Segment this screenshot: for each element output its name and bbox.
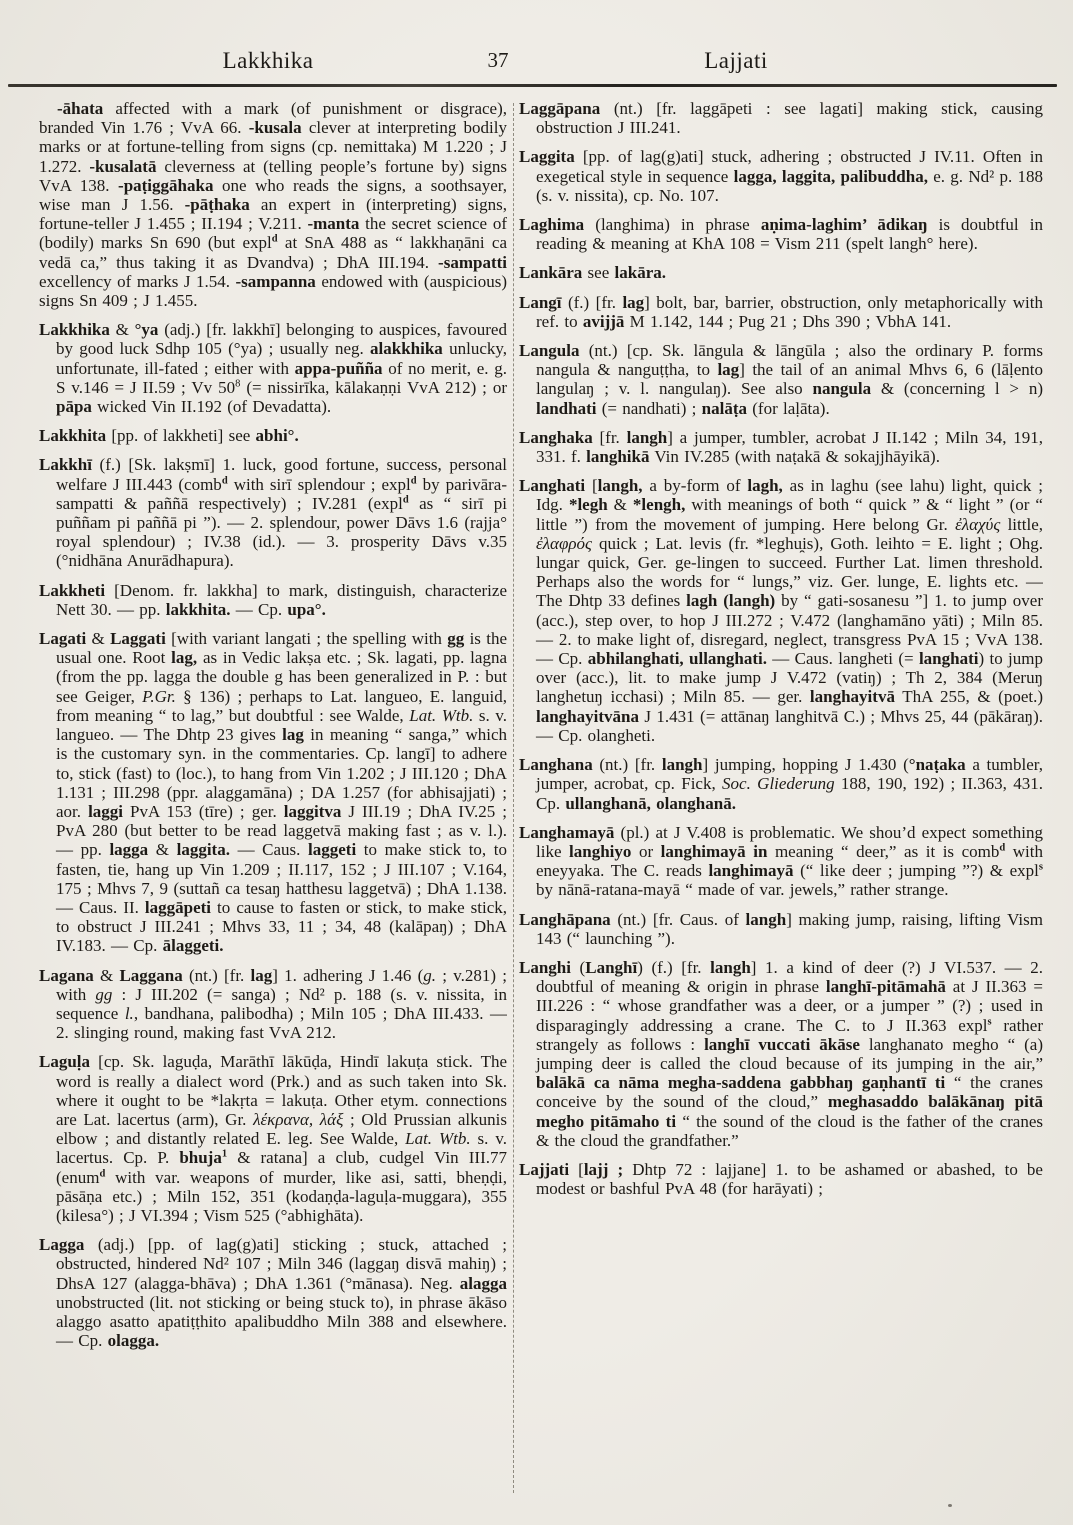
entry-text: see [582, 263, 615, 283]
entry-text: PvA 153 (tīre) ; ger. [123, 801, 284, 821]
headword: Laguḷa [39, 1052, 91, 1072]
entry-text: lagh (langh) [686, 591, 776, 611]
entry-text: lagga [109, 840, 149, 860]
entry-text: 188, 190, 192) ; II.363, 431. Cp. [536, 774, 1043, 813]
entry-text: [Denom. fr. lakkha] to mark, distinguish, characterize Nett 30. — pp. [56, 580, 507, 619]
entry-text: quick ; Lat. levis (fr. *leghu̯is), Goth. leihto = E. light ; Ohg. lungar quick, Ger. ge-lingen to succeed. Further Lat. limen threshold. Perhaps also the words for “ lungs,” viz. Ger. lunge, E. lights etc. — The Dhtp 33 defines [536, 533, 1043, 611]
entry-text: “ the sound of the cloud is the father of the cranes & the cloud the grandfather.” [536, 1111, 1043, 1150]
entry-text: -sampatti [438, 252, 507, 272]
entry-text: balākā ca nāma megha-saddena gabbhaŋ gaṇhantī ti [536, 1073, 946, 1093]
entry-text: [with variant langati ; the spelling with [165, 629, 448, 649]
entry-text: langh [626, 427, 668, 447]
entry-text: endowed with (auspicious) signs Sn 409 ; J 1.455. [39, 271, 507, 311]
entry-text: ) (f.) [fr. [637, 957, 711, 977]
entry-text: & [148, 840, 177, 860]
entry-text: (nt.) [cp. Sk. lāngula & lāngūla ; also the ordinary P. forms nangula & nanguṭṭha, to [536, 341, 1043, 380]
dictionary-entry [519, 823, 1043, 900]
right-column [519, 99, 1043, 1525]
headword: Lakkhita [39, 426, 107, 446]
dictionary-entry [39, 320, 507, 416]
entry-text: -kusalatā [89, 156, 157, 176]
superscript: 8 [235, 378, 241, 390]
entry-text: laggeti [308, 840, 357, 860]
entry-text: ] the tail of an animal Mhvs 6, 6 (lāḷento langulaŋ ; v. l. nangulaŋ). See also [536, 360, 1043, 399]
entry-text: lag [282, 725, 304, 745]
entry-text: l. [124, 1003, 134, 1023]
entry-text: to make stick to, to fasten, tie, hang up Vin 1.209 ; II.117, 152 ; J III.107 ; V.164, 175 ; Mhvs 7, 9 (suttañ ca tesaŋ hatthesu laggetvā) ; DhA 1.138. — Caus. II. [56, 840, 507, 917]
entry-text: & (concerning l > n) [871, 379, 1043, 399]
entry-text: appa-puñña [294, 358, 383, 378]
entry-text: (nt.) [fr. [182, 965, 251, 985]
dictionary-entry [39, 1052, 507, 1225]
entry-text: (= nissirīka, kālakaṇṇi VvA 212) ; or [240, 377, 507, 397]
entry-text: ullanghanā, olanghanā. [565, 793, 736, 813]
entry-text: ThA 255, & (poet.) [894, 687, 1043, 707]
entry-text: [cp. Sk. laguḍa, Marāthī lākūḍa, Hindī lakuṭa stick. The word is really a dialect word (Prk.) and as such taken into Sk. where it ought to be *lakṛta = lakuṭa. Other etym. connections are Lat. lacertus (arm), Gr. [56, 1052, 507, 1129]
entry-text: ] bolt, bar, barrier, obstruction, only metaphorically with ref. to [536, 292, 1043, 331]
entry-text: lakkhita. [165, 599, 231, 619]
superscript: 1 [221, 1148, 228, 1160]
headword: Langula [519, 341, 580, 361]
headword: Lagati [39, 629, 87, 649]
entry-text: (pl.) at J V.408 is problematic. We shou’d expect something like [536, 822, 1043, 861]
entry-text: (nt.) [fr. [592, 755, 662, 775]
entry-text: laggi [88, 801, 124, 821]
entry-text: [ [585, 476, 598, 496]
entry-text: unobstructed (lit. not sticking or being stuck to), in phrase ākāso alaggo asatto apatiṭṭhito apalibuddho Miln 388 and elsewhere. — Cp. [56, 1292, 507, 1351]
dictionary-entry [519, 958, 1043, 1150]
column-divider [513, 103, 514, 1493]
entry-text: pāpa [56, 397, 92, 417]
running-head-left-word: Lakkhika [222, 48, 314, 73]
superscript: d [99, 1167, 106, 1179]
entry-text: ] making jump, raising, lifting Vism 143 (“ launching ”). [536, 909, 1043, 948]
entry-text: one who reads the signs, a soothsayer, wise man J 1.56. [39, 175, 507, 215]
entry-text: little, [1000, 514, 1043, 534]
entry-text: of no merit, e. g. S v.146 = J II.59 ; Vv 50 [56, 358, 507, 397]
headword: Laghima [519, 215, 585, 235]
running-head-right-word: Lajjati [704, 48, 768, 73]
entry-text: Laggati [110, 629, 166, 649]
entry-text: with meanings of both “ quick ” & “ light ” (or “ little ”) from the movement of jumping. Here belong Gr. [536, 495, 1043, 534]
dictionary-entry [39, 426, 507, 445]
entry-text: Laggana [119, 965, 183, 985]
headword: Langhaka [519, 427, 593, 447]
entry-text: Dhtp 72 : lajjane] 1. to be ashamed or abashed, to be modest or bashful PvA 48 (for harāyati) ; [536, 1159, 1043, 1199]
entry-text: — Cp. [230, 599, 288, 619]
entry-text: alagga [459, 1273, 507, 1293]
dictionary-entry [519, 476, 1043, 745]
entry-text: (langhima) in phrase [584, 215, 761, 235]
entry-text: ἐλαφρός [536, 533, 592, 553]
dictionary-entry [39, 1235, 507, 1350]
headword: Lajjati [519, 1159, 570, 1179]
entry-text: ] 1. a kind of deer (?) J VI.537. — 2. doubtful of meaning & origin in phrase [536, 957, 1043, 997]
entry-text: landhati [536, 398, 597, 418]
dictionary-entry [39, 966, 507, 1043]
entry-text: (f.) [fr. [561, 292, 623, 312]
entry-text: langh [745, 909, 787, 929]
dictionary-entry [519, 755, 1043, 813]
headword: -āhata [57, 99, 104, 118]
entry-text: ālaggeti. [162, 936, 224, 956]
entry-text: langhayitvā [809, 687, 895, 707]
entry-text: bhuja [179, 1148, 222, 1168]
entry-text: langhati [918, 649, 979, 669]
superscript: s [1038, 861, 1043, 873]
entry-text: (for laḷāta). [747, 398, 830, 418]
entry-text: nangula [812, 379, 872, 399]
page-number: 37 [487, 48, 509, 72]
entry-text: : J III.202 (= sanga) ; Nd² p. 188 (s. v. nissita, in sequence [56, 984, 507, 1023]
entry-text: langhimayā in [660, 841, 768, 861]
entry-text: lagga, laggita, palibuddha, [733, 166, 928, 186]
entry-text: ] jumping, hopping J 1.430 ( [702, 755, 909, 775]
running-head [0, 48, 1073, 82]
entry-text: Lat. Wtb. [409, 705, 474, 725]
headword: Lakkheti [39, 580, 106, 600]
headword: Langhi [519, 957, 571, 977]
entry-text: *legh [568, 495, 608, 515]
headword: Langhana [519, 755, 593, 775]
entry-text: ἐλαχύς [955, 514, 1001, 534]
entry-text: langh [661, 755, 703, 775]
entry-text: lag [622, 292, 645, 312]
entry-text: as “ sirī pi puññam pi paññā pi ”). — 2. splendour, power Dāvs 1.6 (rajja° royal splendour) ; IV.38 (id.). — 3. prosperity Dāvs v.35 (°nidhāna Anurādhapura). [56, 493, 507, 571]
headword: Langhati [519, 476, 586, 496]
entry-text: — Caus. langheti (= [766, 649, 919, 669]
entry-text: upa°. [287, 599, 326, 619]
entry-text: langhī-pitāmahā [825, 977, 946, 997]
entry-text: (= nandhati) ; [596, 398, 702, 418]
entry-text: rather strangely as follows : [536, 1015, 1043, 1054]
entry-text: an expert in (interpreting) signs, fortune-teller J 1.455 ; II.194 ; V.211. [39, 195, 507, 234]
dictionary-entry [519, 428, 1043, 466]
dictionary-entry [519, 910, 1043, 948]
entry-text: abhilanghati, ullanghati. [587, 649, 767, 669]
entry-text: by “ gati-sosanesu ”] 1. to jump over (acc.), step over, to hop J III.272 ; V.472 (langhamāno yāti) ; Miln 85. — 2. to make light of, disregard, neglect, transgress PvA 15 ; VvA 138. — Cp. [536, 591, 1043, 669]
superscript: d [402, 494, 409, 506]
entry-text: unlucky, unfortunate, ill-fated ; either with [56, 339, 507, 378]
entry-text: with eneyyaka. The C. reads [536, 841, 1043, 881]
entry-text: to cause to fasten or stick, to make stick, to obstruct J III.241 ; Mhvs 33, 11 ; 34, 48 (kalāpaŋ) ; DhA IV.183. — Cp. [56, 897, 507, 956]
headword: Laggāpana [519, 99, 601, 118]
dictionary-entry [519, 215, 1043, 253]
dictionary-entry [519, 99, 1043, 137]
superscript: d [410, 475, 417, 486]
scan-speck [948, 1504, 952, 1507]
entry-text: lajj ; [583, 1159, 624, 1179]
headword: Lakkhika [39, 320, 110, 340]
entry-text: Soc. Gliederung [722, 774, 835, 794]
entry-text: § 136) ; perhaps to Lat. langueo, E. languid, from meaning “ to lag,” but doubtful : see Walde, [56, 686, 507, 725]
entry-text: as in Vedic lakṣa etc. ; Sk. lagati, pp. lagna (from the pp. lagga the double g has been generalized in P. : but see Geiger, [56, 648, 507, 706]
entry-text: or [631, 841, 661, 861]
entry-text: langhī vuccati ākāse [704, 1034, 860, 1054]
entry-text: meaning “ deer,” as it is comb [767, 841, 1000, 861]
entry-text: J III.19 ; DhA IV.25 ; PvA 280 (but better to be read laggetvā making fast ; as v. l.). — pp. [56, 801, 507, 860]
entry-text: & [109, 320, 135, 340]
entry-text: lagh, [747, 476, 783, 496]
entry-text: g. [423, 965, 437, 985]
headword: Langī [519, 292, 562, 312]
entry-text: langhiyo [569, 841, 632, 861]
entry-text: P.Gr. [142, 686, 176, 706]
entry-text: Langhī [585, 957, 638, 977]
entry-text: gg [95, 984, 113, 1004]
entry-text: ] 1. adhering J 1.46 ( [272, 965, 424, 985]
entry-text: & [86, 629, 111, 649]
entry-text: in meaning “ sanga,” which is the customary syn. in the commentaries. Cp. langī] to adhere to, stick (fast) to (loc.), to hang from Vin 1.202 ; J III.120 ; DhA 1.131 ; III.298 (ppr. alaggamāna) ; DA 1.257 (for abhisajjati) ; aor. [56, 725, 507, 821]
entry-text: ( [570, 957, 586, 977]
dictionary-entry [39, 581, 507, 619]
entry-text: lakāra. [614, 263, 666, 283]
entry-text: ) to jump over (acc.), lit. to make jump J V.472 (vatiŋ) ; Th 2, 384 (Meruŋ langhetuŋ icchasi) ; Miln 85. — ger. [536, 649, 1043, 707]
superscript: d [221, 475, 228, 486]
dictionary-entry [519, 263, 1043, 282]
superscript: d [999, 842, 1006, 854]
entry-text: “ the cranes conceive by the sound of the cloud,” [536, 1073, 1043, 1112]
entry-text: a tumbler, jumper, acrobat, cp. Fick, [536, 755, 1043, 794]
entry-text: at SnA 488 as “ lakkhaṇāni ca vedā ca,” thus taking it as Dvandva) ; DhA III.194. [39, 233, 507, 272]
entry-text: (adj.) [fr. lakkhī] belonging to auspices, favoured by good luck Sdhp 105 (°ya) ; usually neg. [56, 320, 507, 359]
entry-text: lag, [171, 648, 198, 668]
entry-text: (nt.) [fr. laggāpeti : see lagati] making stick, causing obstruction J III.241. [536, 99, 1043, 138]
dictionary-entry [39, 99, 507, 310]
entry-text: -manta [307, 214, 360, 234]
entry-text: laggita. [176, 840, 230, 860]
dictionary-entry [39, 629, 507, 955]
entry-text: wicked Vin II.192 (of Devadatta). [91, 397, 332, 417]
entry-text: *lengh, [632, 495, 686, 515]
entry-text: excellency of marks J 1.54. [39, 271, 236, 291]
headword: Lakkhī [39, 455, 92, 475]
entry-text: avijjā [582, 311, 625, 331]
entry-text: & [607, 495, 633, 515]
headword: Langhamayā [519, 822, 615, 842]
entry-text: laggāpeti [144, 897, 212, 917]
entry-text: (adj.) [pp. of lag(g)ati] sticking ; stuck, attached ; obstructed, hindered Nd² 107 ; Miln 346 (laggaŋ disvā mahiŋ) ; DhsA 127 (alagga-bhāva) ; DhA 1.361 (°mānasa). Neg. [56, 1235, 507, 1293]
entry-text: with sirī splendour ; expl [227, 474, 411, 494]
entry-text: a by-form of [642, 476, 748, 496]
entry-text: , bandhana, palibodha) ; Miln 105 ; DhA III.433. — 2. slinging round, making fast VvA 212. [56, 1003, 507, 1043]
entry-text: with var. weapons of murder, like asi, satti, bheṇḍi, pāsāṇa etc.) ; Miln 152, 351 (kodaṇḍa-laguḷa-muggara), 355 (kilesa°) ; J VI.394 ; Vism 525 (°abhighāta). [56, 1167, 507, 1225]
entry-text: °ya [134, 320, 159, 340]
entry-text: olagga. [107, 1331, 160, 1351]
entry-text: ] a jumper, tumbler, acrobat J II.142 ; Miln 34, 191, 331. f. [536, 427, 1043, 467]
entry-text: meghasaddo balākānaŋ pitā megho pitāmaho ti [536, 1092, 1043, 1131]
entry-text: [fr. [592, 427, 627, 447]
entry-text: aṇima-laghim’ ādikaŋ [760, 215, 928, 235]
entry-text: M 1.142, 144 ; Pug 21 ; Dhs 390 ; VbhA 141. [624, 311, 952, 331]
text-columns [39, 99, 1043, 1525]
entry-text: (“ like deer ; jumping ”?) & expl [793, 861, 1039, 881]
entry-text: clever at interpreting bodily marks or at fortune-telling from signs (cp. nemittaka) M 1.220 ; J 1.272. [39, 118, 507, 176]
dictionary-entry [519, 1160, 1043, 1198]
entry-text: [ [569, 1159, 584, 1179]
entry-text: langhayitvāna [536, 706, 639, 726]
left-column [39, 99, 507, 1525]
entry-text: laggitva [283, 801, 342, 821]
entry-text: s. v. langueo. — The Dhtp 23 gives [56, 705, 507, 745]
dictionary-entry [519, 293, 1043, 331]
entry-text: ; Old Prussian alkunis elbow ; and distantly related E. leg. See Walde, [56, 1109, 507, 1149]
entry-text: -kusala [248, 118, 302, 138]
entry-text: is doubtful in reading & meaning at KhA 108 = Vism 211 (spelt langh° here). [536, 215, 1043, 254]
superscript: d [271, 233, 278, 245]
entry-text: at J II.363 = III.226 : “ whose grandfather was a deer, or a jumper ” (?) ; used in disparagingly addressing a crane. The C. to J II.363 expl [536, 977, 1043, 1035]
entry-text: alakkhika [370, 339, 443, 359]
entry-text: -paṭiggāhaka [118, 175, 214, 195]
entry-text: langh, [597, 476, 643, 496]
entry-text: ; v.281) ; with [56, 965, 507, 1004]
entry-text: s. v. lacertus. Cp. P. [56, 1129, 507, 1168]
headword: Lankāra [519, 263, 583, 283]
entry-text: -pāṭhaka [184, 195, 250, 215]
entry-text: Vin IV.285 (with naṭakā & sokajjhāyikā). [649, 447, 940, 467]
entry-text: lag [717, 360, 740, 380]
headword: Langhāpana [519, 909, 611, 929]
entry-text: -sampanna [235, 271, 316, 291]
entry-text: langhimayā [708, 861, 794, 881]
entry-text: nalāṭa [701, 398, 747, 418]
entry-text: [pp. of lag(g)ati] stuck, adhering ; obstructed J IV.11. Often in exegetical style in sequence [536, 147, 1043, 186]
entry-text: langhanato megho “ (a) jumping deer is called the cloud because of its jumping in the air,” [536, 1034, 1043, 1073]
entry-text: gg [447, 629, 465, 649]
entry-text: e. g. Nd² p. 188 (s. v. nissita), cp. No. 107. [536, 166, 1043, 205]
dictionary-entry [519, 341, 1043, 418]
dictionary-entry [519, 147, 1043, 205]
entry-text: lag [250, 965, 273, 985]
entry-text: the secret science of (bodily) marks Sn 690 (but expl [39, 214, 507, 253]
entry-text: J 1.431 (= attānaŋ langhitvā C.) ; Mhvs 25, 44 (pākāraŋ). — Cp. olangheti. [536, 706, 1043, 745]
entry-text: & [93, 965, 120, 985]
headword: Lagga [39, 1235, 85, 1255]
headword: Laggita [519, 147, 575, 167]
entry-text: by nānā-ratana-mayā “ made of var. jewels,” rather strange. [536, 880, 949, 900]
entry-text: is the usual one. Root [56, 629, 507, 668]
entry-text: °naṭaka [908, 755, 966, 775]
entry-text: λέκρανα, λάξ [253, 1109, 344, 1129]
entry-text: & ratana] a club, cudgel Vin III.77 (enum [56, 1148, 507, 1187]
dictionary-entry [39, 455, 507, 570]
entry-text: by parivāra-sampatti & paññā respectively) ; IV.281 (expl [56, 474, 507, 513]
header-rule [8, 84, 1057, 87]
entry-text: (f.) [Sk. lakṣmī] 1. luck, good fortune, success, personal welfare J III.443 (comb [56, 455, 507, 494]
entry-text: as in laghu (see lahu) light, quick ; Idg. [536, 476, 1043, 515]
entry-text: — Caus. [229, 840, 309, 860]
entry-text: (nt.) [fr. Caus. of [610, 909, 746, 929]
entry-text: cleverness at (telling people’s fortune by) signs VvA 138. [39, 156, 507, 195]
headword: Lagana [39, 965, 94, 985]
entry-text: langh [710, 957, 751, 977]
entry-text: Lat. Wtb. [405, 1129, 471, 1149]
entry-text: [pp. of lakkheti] see [106, 426, 256, 446]
entry-text: affected with a mark (of punishment or disgrace), branded Vin 1.76 ; VvA 66. [39, 99, 507, 138]
entry-text: abhi°. [255, 426, 299, 446]
superscript: s [987, 1015, 992, 1027]
entry-text: langhikā [586, 447, 650, 467]
